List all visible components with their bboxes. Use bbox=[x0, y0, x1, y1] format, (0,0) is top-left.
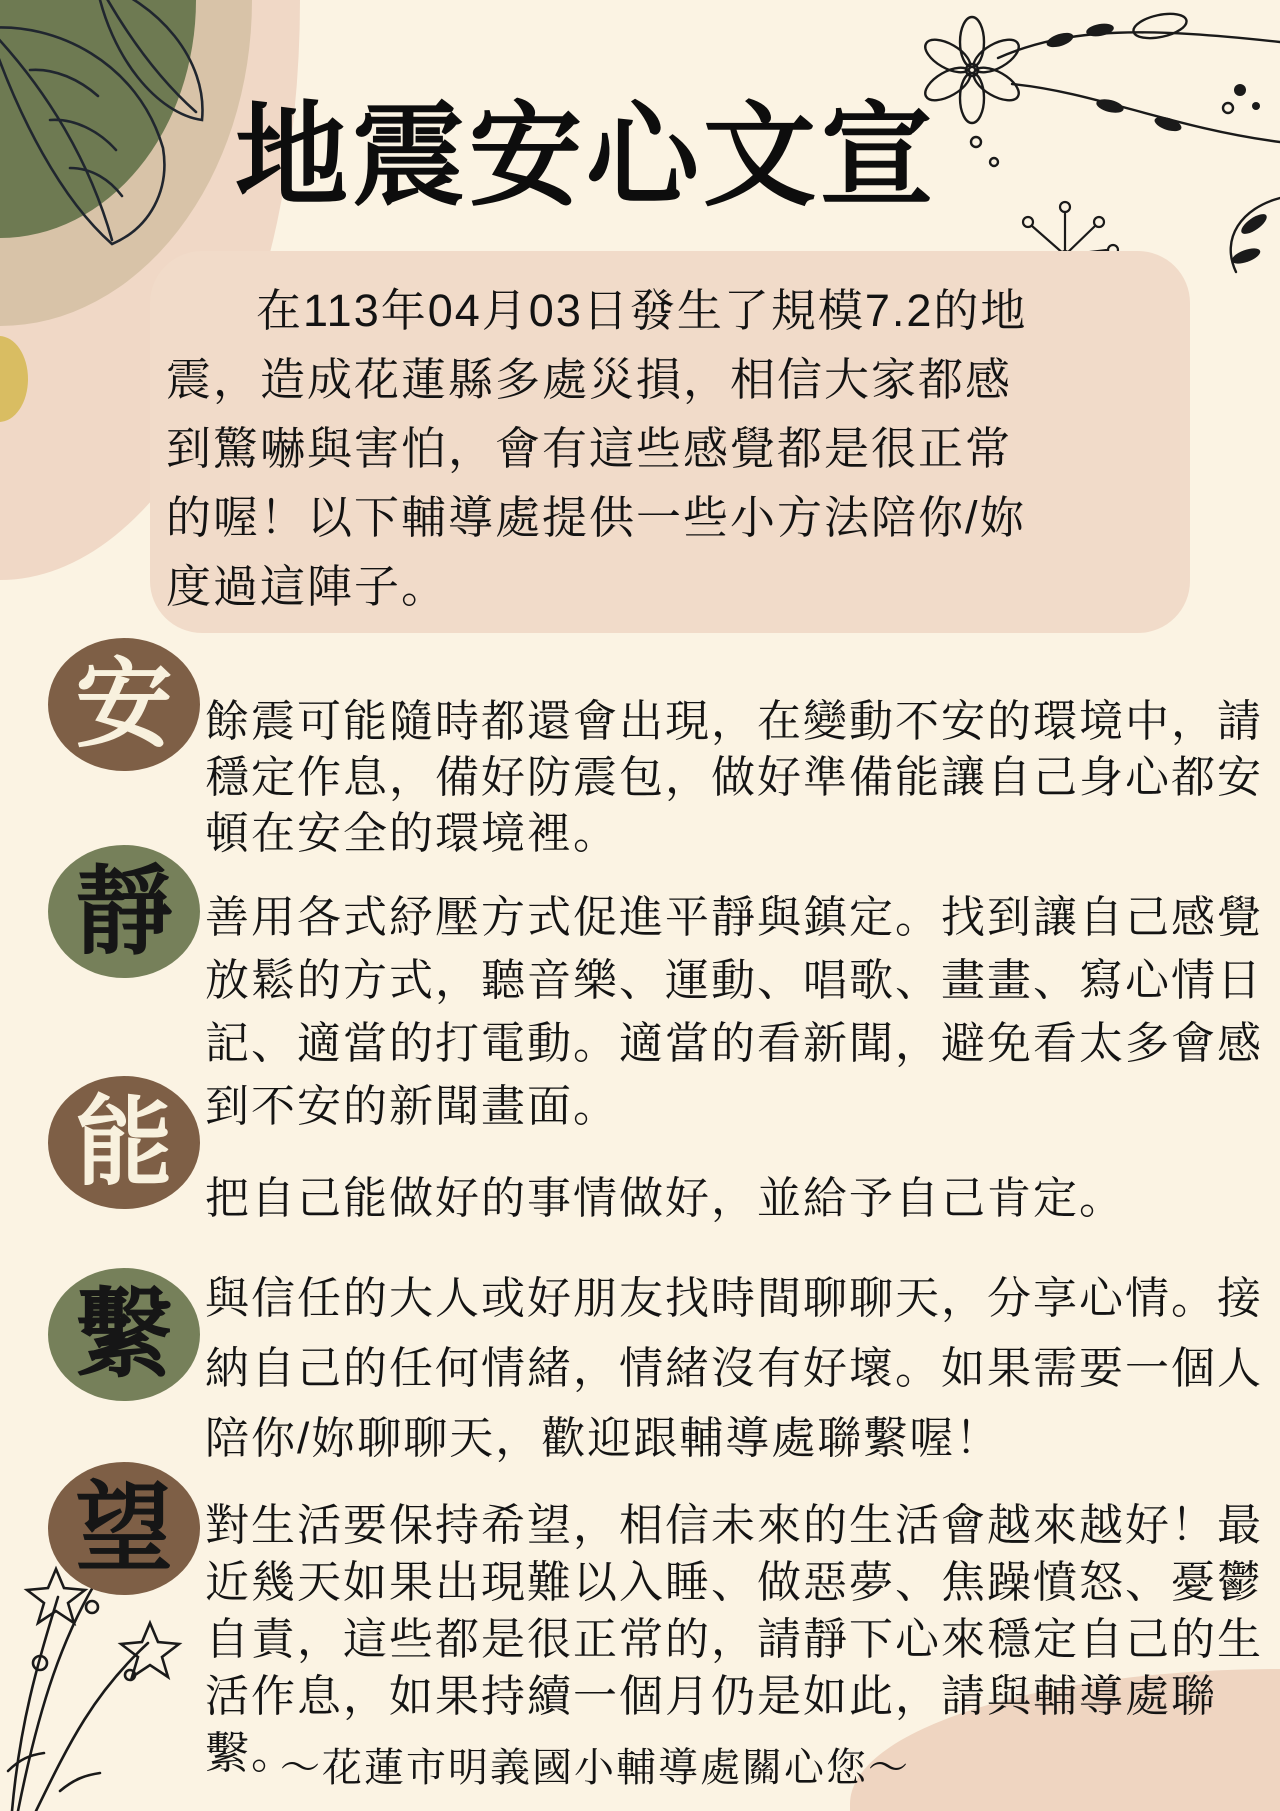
badge-1-char: 靜 bbox=[75, 857, 173, 966]
section-text-0: 餘震可能隨時都還會出現，在變動不安的環境中，請穩定作息，備好防震包，做好準備能讓自己身心都安頓在安全的環境裡。 bbox=[205, 697, 1263, 858]
badge-0-char: 安 bbox=[75, 650, 173, 759]
section-text-3: 與信任的大人或好朋友找時間聊聊天，分享心情。接納自己的任何情緒，情緒沒有好壞。如果需要一個人陪你/妳聊聊天，歡迎跟輔導處聯繫喔！ bbox=[205, 1274, 1263, 1463]
badge-2 bbox=[48, 1076, 200, 1209]
badge-1 bbox=[48, 845, 200, 978]
leaf-sketch-icon bbox=[0, 0, 250, 270]
section-text-1: 善用各式紓壓方式促進平靜與鎮定。找到讓自己感覺放鬆的方式，聽音樂、運動、唱歌、畫畫、寫心情日記、適當的打電動。適當的看新聞，避免看太多會感到不安的新聞畫面。 bbox=[205, 893, 1263, 1131]
intro-text: 在113年04月03日發生了規模7.2的地震，造成花蓮縣多處災損，相信大家都感到驚嚇與害怕，會有這些感覺都是很正常的喔！以下輔導處提供一些小方法陪你/妳度過這陣子。 bbox=[166, 285, 1028, 612]
footer-signature: ～花蓮市明義國小輔導處關心您～ bbox=[280, 1746, 910, 1790]
badge-2-char: 能 bbox=[75, 1088, 173, 1197]
badge-4-char: 望 bbox=[75, 1474, 173, 1583]
intro-box bbox=[150, 251, 1190, 633]
badge-4 bbox=[48, 1462, 200, 1595]
section-text-4: 對生活要保持希望，相信未來的生活會越來越好！最近幾天如果出現難以入睡、做惡夢、焦躁憤怒、憂鬱自責，這些都是很正常的，請靜下心來穩定自己的生活作息，如果持續一個月仍是如此，請與輔導處聯繫。 bbox=[205, 1501, 1263, 1778]
badge-3-char: 繫 bbox=[75, 1280, 173, 1389]
page-title: 地震安心文宣 bbox=[235, 93, 937, 219]
badge-3 bbox=[48, 1268, 200, 1401]
badge-0 bbox=[48, 638, 200, 771]
section-text-2: 把自己能做好的事情做好，並給予自己肯定。 bbox=[205, 1174, 1125, 1223]
